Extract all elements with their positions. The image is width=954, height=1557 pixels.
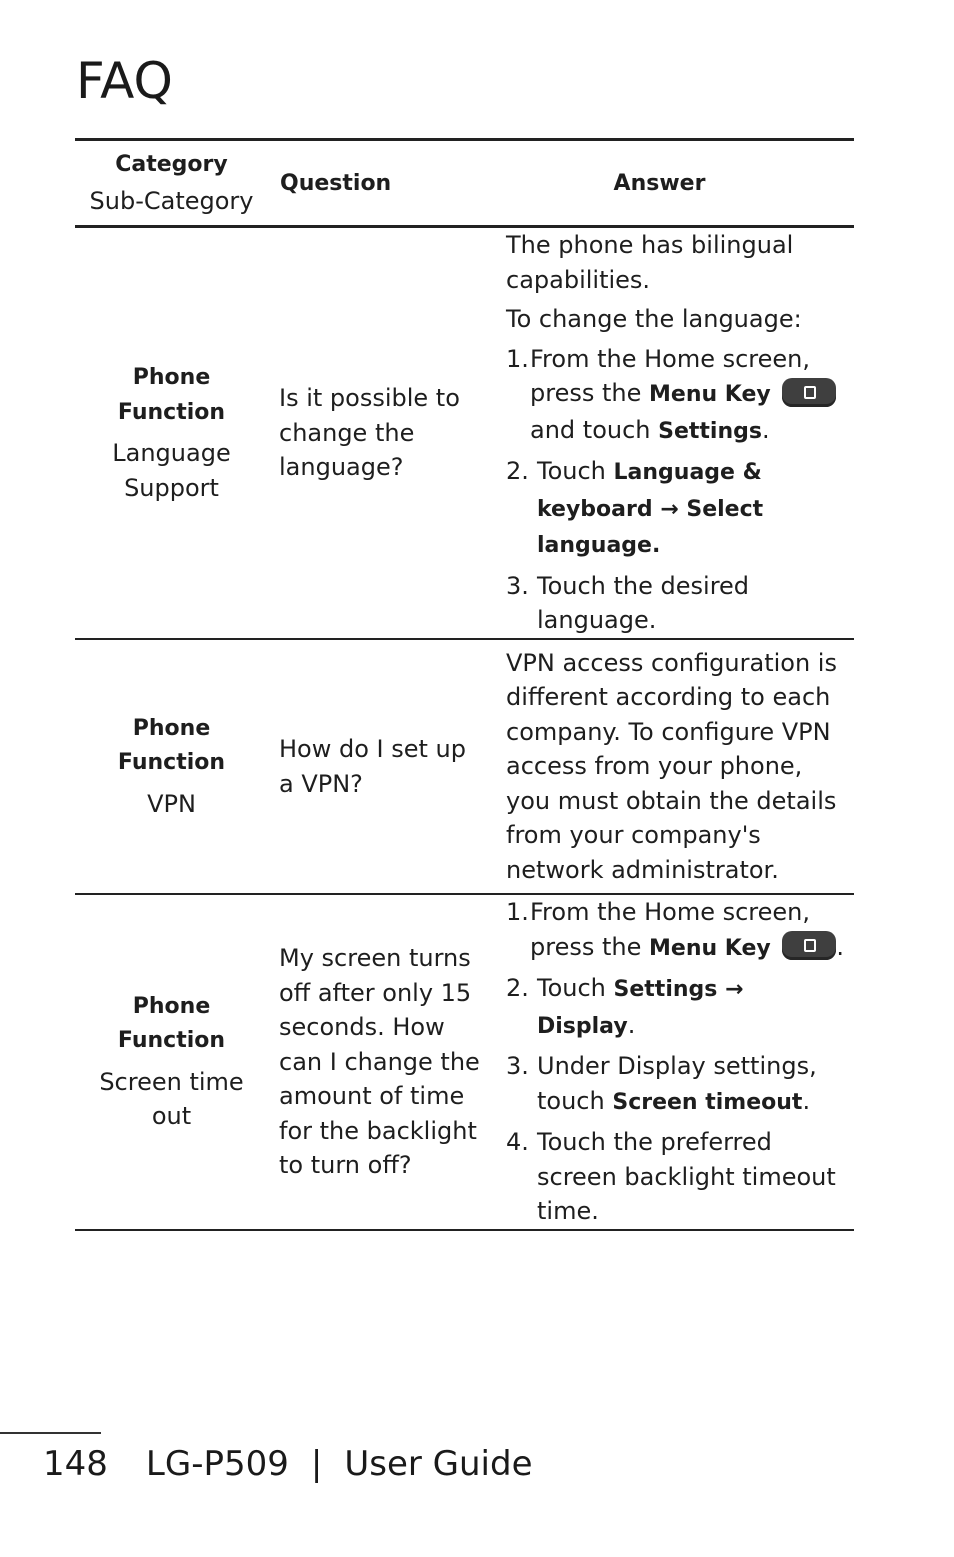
arrow-label: → bbox=[652, 496, 687, 522]
answer-cell bbox=[495, 227, 854, 640]
step-text-part: Touch bbox=[537, 974, 614, 1002]
step-number: 2. bbox=[506, 457, 529, 486]
page-footer bbox=[43, 1444, 533, 1484]
menu-key-label: Menu Key bbox=[649, 382, 771, 408]
menu-key-icon bbox=[782, 931, 836, 960]
answer-step bbox=[506, 342, 846, 450]
answer-step bbox=[506, 895, 846, 966]
header-category-label: Category bbox=[115, 152, 228, 177]
header-question: Question bbox=[280, 170, 392, 196]
category-cell bbox=[75, 894, 268, 1230]
arrow-label: → bbox=[717, 977, 744, 1002]
table-row bbox=[75, 894, 854, 1230]
answer-step bbox=[506, 971, 846, 1044]
faq-table bbox=[75, 138, 854, 1231]
step-text bbox=[530, 895, 846, 966]
header-answer: Answer bbox=[613, 170, 706, 196]
step-text bbox=[537, 1049, 846, 1120]
step-text-part: . bbox=[836, 932, 845, 961]
question-cell: How do I set up a VPN? bbox=[279, 735, 466, 798]
step-text bbox=[530, 342, 846, 450]
step-number: 4. bbox=[506, 1128, 529, 1156]
step-text-part: From the Home screen, press the bbox=[530, 898, 811, 961]
menu-key-icon bbox=[782, 378, 836, 407]
table-row bbox=[75, 639, 854, 894]
answer-steps bbox=[506, 895, 846, 1229]
guide-name: User Guide bbox=[344, 1444, 533, 1484]
header-category bbox=[75, 140, 268, 227]
answer-text: VPN access configuration is different according to each company. To configure VPN access from your phone, you must obtain the details from your company's network administrator. bbox=[506, 648, 837, 884]
step-text: Touch the preferred screen backlight timeout time. bbox=[537, 1128, 836, 1225]
answer-step bbox=[506, 1049, 846, 1120]
step-text-part: . bbox=[627, 1010, 636, 1039]
sub-category-name: Language Support bbox=[112, 439, 231, 502]
step-number: 3. bbox=[506, 1052, 529, 1080]
answer-step bbox=[506, 1125, 846, 1229]
page-title: FAQ bbox=[76, 52, 173, 110]
step-number: 1. bbox=[506, 898, 529, 926]
question-cell: My screen turns off after only 15 seconds. How can I change the amount of time for the backlight to turn off? bbox=[279, 944, 480, 1179]
model-name: LG-P509 bbox=[145, 1444, 289, 1484]
menu-key-label: Menu Key bbox=[649, 935, 771, 961]
category-name: Phone Function bbox=[117, 993, 226, 1054]
screen-timeout-label: Screen timeout bbox=[612, 1089, 803, 1115]
step-text-part: . bbox=[761, 415, 770, 444]
step-text-part: and touch bbox=[530, 415, 659, 444]
select-language-label: Select language. bbox=[537, 496, 764, 559]
answer-steps bbox=[506, 342, 846, 638]
answer-step bbox=[506, 569, 846, 638]
footer-separator: | bbox=[310, 1444, 323, 1484]
category-name: Phone Function bbox=[117, 715, 226, 776]
settings-label: Settings bbox=[613, 977, 718, 1002]
step-text-part: Under Display settings, touch bbox=[537, 1052, 817, 1115]
step-number: 3. bbox=[506, 571, 529, 600]
footer-rule bbox=[0, 1432, 101, 1434]
step-number: 1. bbox=[506, 344, 529, 373]
step-text-part: . bbox=[802, 1086, 811, 1115]
table-row bbox=[75, 227, 854, 640]
category-name: Phone Function bbox=[117, 365, 226, 425]
answer-cell bbox=[495, 639, 854, 894]
page-number: 148 bbox=[43, 1444, 108, 1484]
question-cell: Is it possible to change the language? bbox=[279, 384, 460, 482]
category-cell bbox=[75, 639, 268, 894]
sub-category-name: VPN bbox=[147, 789, 196, 818]
answer-step bbox=[506, 454, 846, 564]
step-number: 2. bbox=[506, 974, 529, 1002]
table-header-row bbox=[75, 140, 854, 227]
step-text bbox=[537, 454, 846, 564]
language-keyboard-label: Language & keyboard bbox=[537, 460, 762, 522]
answer-intro-2: To change the language: bbox=[506, 305, 802, 334]
category-cell bbox=[75, 227, 268, 640]
sub-category-name: Screen time out bbox=[99, 1067, 244, 1131]
answer-cell bbox=[495, 894, 854, 1230]
display-label: Display bbox=[537, 1013, 628, 1039]
step-text-part: Touch bbox=[537, 457, 614, 486]
step-text bbox=[537, 971, 846, 1044]
step-text-part: From the Home screen, press the bbox=[530, 344, 811, 408]
answer-intro: The phone has bilingual capabilities. bbox=[506, 231, 794, 294]
settings-label: Settings bbox=[658, 418, 762, 444]
step-text: Touch the desired language. bbox=[537, 571, 750, 635]
header-sub-category-label: Sub-Category bbox=[89, 187, 254, 215]
